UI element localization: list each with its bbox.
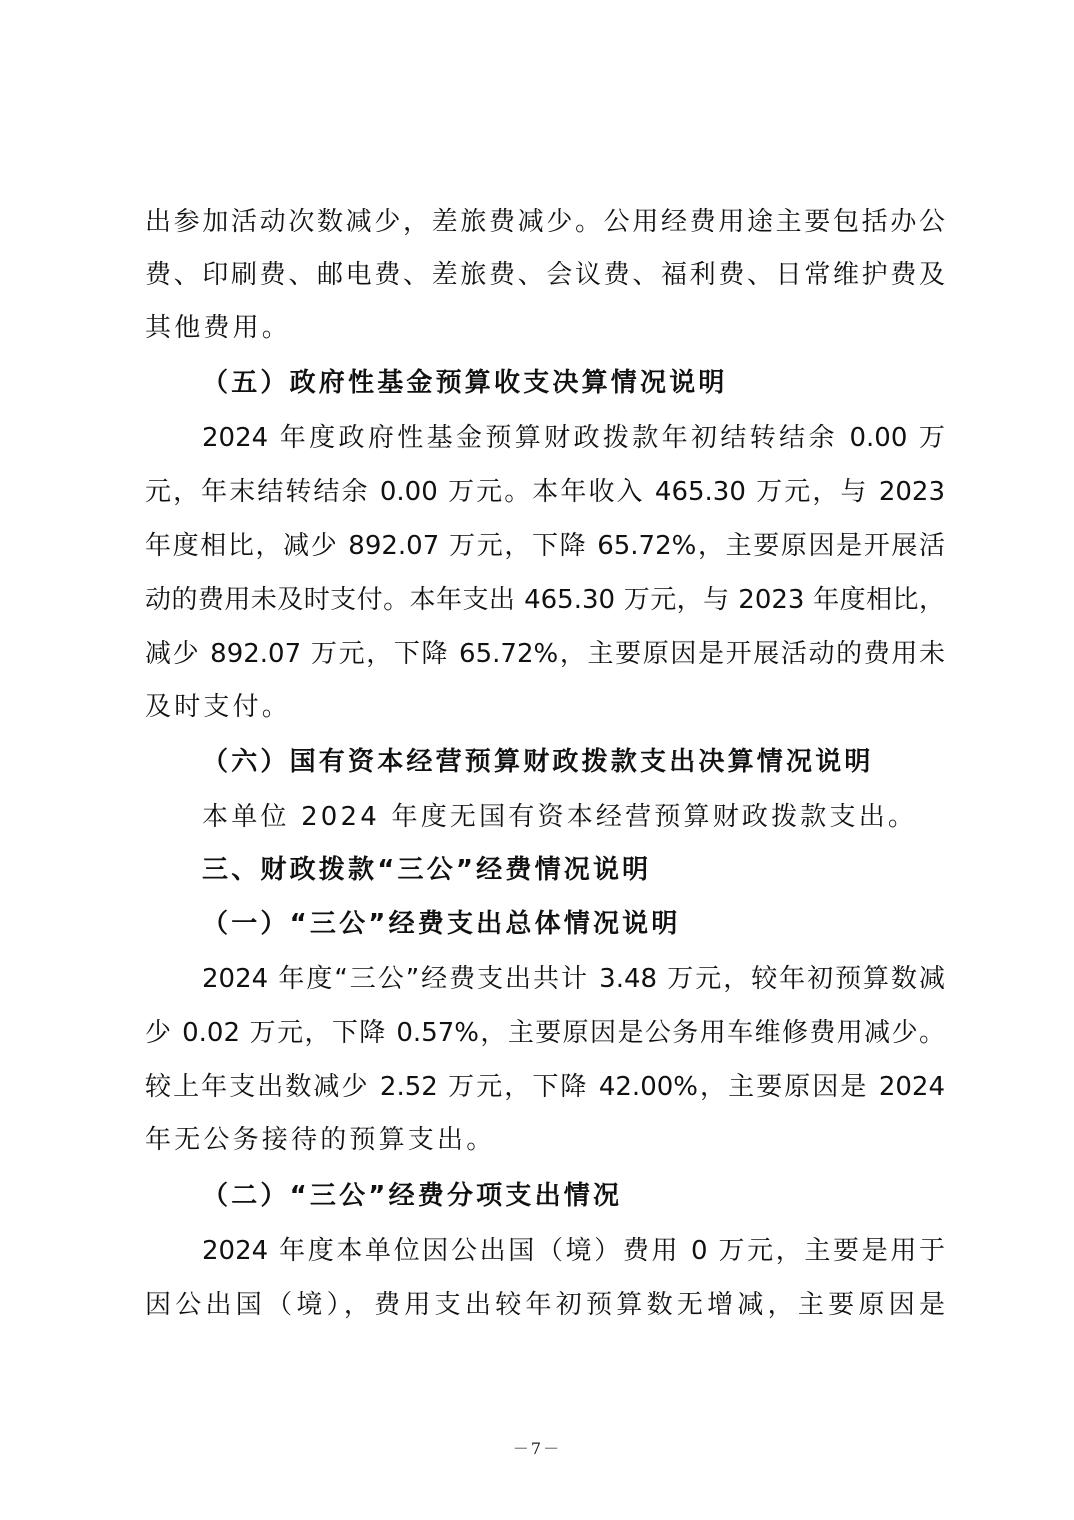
paragraph-line: 减少 892.07 万元，下降 65.72%，主要原因是开展活动的费用未	[145, 639, 945, 669]
paragraph-line: 较上年支出数减少 2.52 万元，下降 42.00%，主要原因是 2024	[145, 1072, 945, 1102]
paragraph-line: 年无公务接待的预算支出。	[145, 1125, 496, 1155]
page-number: －7－	[512, 1439, 562, 1458]
paragraph-line: 其他费用。	[145, 313, 292, 343]
paragraph-line: 出参加活动次数减少，差旅费减少。公用经费用途主要包括办公	[145, 207, 945, 237]
paragraph-line: 因公出国（境），费用支出较年初预算数无增减，主要原因是	[145, 1290, 945, 1320]
section-heading: （五）政府性基金预算收支决算情况说明	[202, 368, 728, 398]
section-heading: （六）国有资本经营预算财政拨款支出决算情况说明	[202, 747, 874, 777]
paragraph-line: 元，年末结转结余 0.00 万元。本年收入 465.30 万元，与 2023	[145, 477, 945, 507]
section-heading: （二）“三公”经费分项支出情况	[202, 1181, 623, 1211]
paragraph-line: 动的费用未及时支付。本年支出 465.30 万元，与 2023 年度相比，	[145, 585, 945, 615]
section-heading: 三、财政拨款“三公”经费情况说明	[202, 855, 652, 885]
paragraph-line: 2024 年度政府性基金预算财政拨款年初结转结余 0.00 万	[202, 423, 945, 453]
paragraph-line: 费、印刷费、邮电费、差旅费、会议费、福利费、日常维护费及	[145, 260, 945, 290]
paragraph-line: 年度相比，减少 892.07 万元，下降 65.72%，主要原因是开展活	[145, 531, 945, 561]
paragraph-line: 本单位 2024 年度无国有资本经营预算财政拨款支出。	[202, 802, 918, 832]
section-heading: （一）“三公”经费支出总体情况说明	[202, 909, 681, 939]
paragraph-line: 2024 年度“三公”经费支出共计 3.48 万元，较年初预算数减	[202, 964, 945, 994]
paragraph-line: 2024 年度本单位因公出国（境）费用 0 万元，主要是用于	[202, 1236, 945, 1266]
paragraph-line: 少 0.02 万元，下降 0.57%，主要原因是公务用车维修费用减少。	[145, 1018, 945, 1048]
paragraph-line: 及时支付。	[145, 692, 292, 722]
